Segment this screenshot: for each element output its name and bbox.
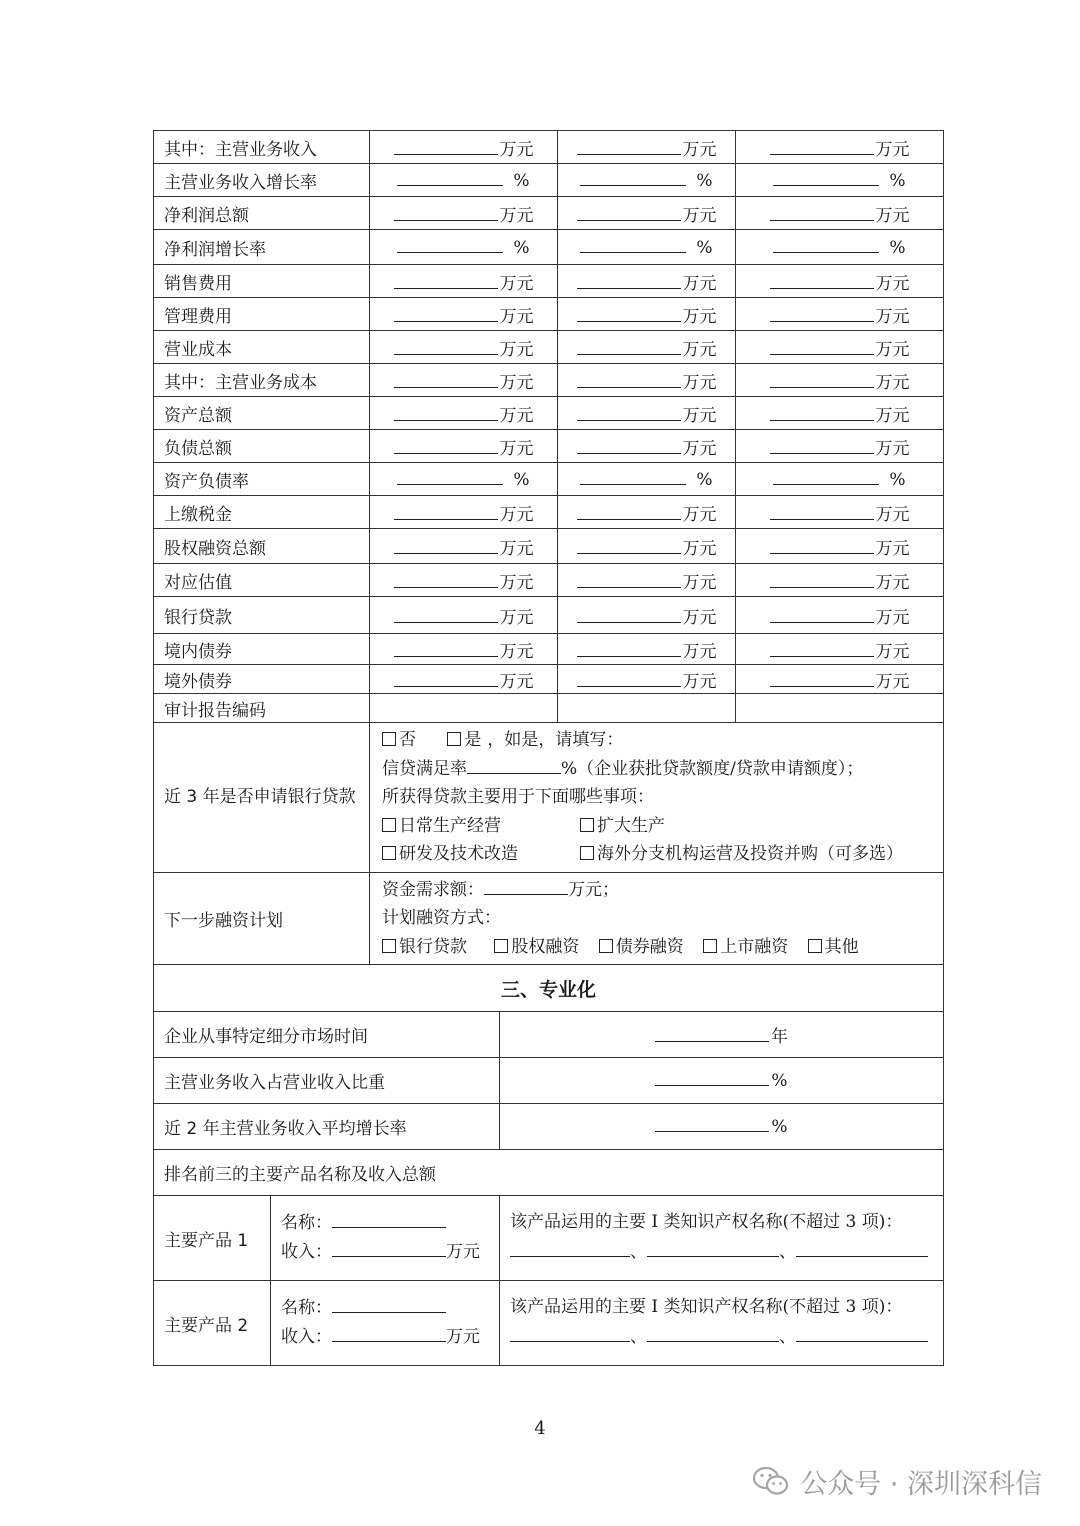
finance-row-label: 审计报告编码 (154, 694, 370, 723)
finance-value-cell (370, 397, 558, 430)
fill-line[interactable] (773, 170, 879, 186)
ip-field[interactable] (510, 1241, 630, 1257)
finance-value-cell (558, 230, 736, 265)
fill-line[interactable] (770, 607, 874, 623)
fill-line[interactable] (577, 405, 681, 421)
product-name-field[interactable] (332, 1297, 446, 1313)
finance-value-cell (736, 597, 944, 634)
fill-line[interactable] (577, 372, 681, 388)
finance-value-cell (736, 529, 944, 564)
finance-value-cell (736, 131, 944, 164)
method-label: 计划融资方式： (382, 908, 501, 928)
unit-label: % (513, 170, 530, 191)
spec-field[interactable] (655, 1070, 769, 1086)
unit-label: 万元 (499, 607, 534, 628)
fill-line[interactable] (394, 273, 498, 289)
finance-value-cell (736, 364, 944, 397)
fill-line[interactable] (577, 205, 681, 221)
finance-value-cell (736, 496, 944, 529)
fill-line[interactable] (577, 438, 681, 454)
usage-prompt: 所获得贷款主要用于下面哪些事项： (382, 787, 654, 807)
finance-value-cell (558, 197, 736, 230)
unit-label: 万元 (875, 372, 910, 393)
finance-value-cell (736, 430, 944, 463)
finance-value-cell (370, 230, 558, 265)
checkbox-icon[interactable] (703, 939, 717, 953)
wechat-icon (752, 1466, 790, 1498)
unit-label: 万元 (875, 306, 910, 327)
finance-row (154, 564, 944, 597)
fill-line[interactable] (397, 170, 503, 186)
unit-label: 万元 (682, 538, 717, 559)
finance-row-label: 营业成本 (154, 331, 370, 364)
finance-row (154, 397, 944, 430)
finance-row (154, 597, 944, 634)
unit-label: 万元 (682, 671, 717, 692)
unit-label: 万元 (682, 641, 717, 662)
checkbox-icon[interactable] (808, 939, 822, 953)
unit-label: 万元 (682, 607, 717, 628)
finance-value-cell (370, 634, 558, 665)
unit-label: 万元 (682, 372, 717, 393)
use-option-2[interactable]: 研发及技术改造 (382, 840, 580, 869)
finance-value-cell (370, 298, 558, 331)
method-option-4[interactable]: 其他 (808, 933, 859, 962)
fill-line[interactable] (394, 306, 498, 322)
finance-row (154, 430, 944, 463)
finance-value-cell (370, 463, 558, 496)
unit-label: 万元 (875, 205, 910, 226)
unit-label: 万元 (875, 641, 910, 662)
checkbox-icon[interactable] (599, 939, 613, 953)
section-title: 三、专业化 (154, 965, 944, 1012)
unit-label: 万元 (682, 572, 717, 593)
fill-line[interactable] (577, 139, 681, 155)
finance-value-cell (558, 331, 736, 364)
finance-row-label: 其中：主营业务收入 (154, 131, 370, 164)
fill-line[interactable] (394, 405, 498, 421)
finance-value-cell (370, 331, 558, 364)
spec-row-label: 近 2 年主营业务收入平均增长率 (154, 1104, 500, 1150)
finance-value-cell (558, 364, 736, 397)
fill-line[interactable] (770, 339, 874, 355)
watermark (752, 1462, 1042, 1501)
finance-value-cell (558, 397, 736, 430)
fill-line[interactable] (770, 671, 874, 687)
finance-row-label: 主营业务收入增长率 (154, 164, 370, 197)
spec-field[interactable] (655, 1026, 769, 1042)
unit-label: 万元 (875, 438, 910, 459)
method-option-1[interactable]: 股权融资 (494, 933, 579, 962)
method-option-3[interactable]: 上市融资 (703, 933, 788, 962)
checkbox-icon[interactable] (382, 818, 396, 832)
finance-row-label: 资产总额 (154, 397, 370, 430)
finance-value-cell (736, 665, 944, 694)
checkbox-icon[interactable] (494, 939, 508, 953)
finance-row-label: 境内债券 (154, 634, 370, 665)
checkbox-icon[interactable] (580, 846, 594, 860)
fill-line[interactable] (577, 671, 681, 687)
fill-line[interactable] (770, 405, 874, 421)
unit-label: 万元 (875, 671, 910, 692)
unit-label: 万元 (499, 339, 534, 360)
finance-row (154, 265, 944, 298)
fill-line[interactable] (577, 504, 681, 520)
checkbox-icon[interactable] (447, 732, 461, 746)
finance-row (154, 298, 944, 331)
finance-row-label: 净利润总额 (154, 197, 370, 230)
fill-line[interactable] (770, 306, 874, 322)
fill-line[interactable] (394, 671, 498, 687)
plan-details: 资金需求额： 万元； 计划融资方式： 银行贷款 股权融资 债券融资 上市融资 其他 (370, 872, 944, 965)
unit-label: % (889, 469, 906, 490)
fill-line[interactable] (770, 641, 874, 657)
unit-label: 万元 (499, 139, 534, 160)
finance-row (154, 164, 944, 197)
unit-label: 万元 (875, 607, 910, 628)
fill-line[interactable] (394, 641, 498, 657)
unit-label: 万元 (499, 671, 534, 692)
finance-row-label: 资产负债率 (154, 463, 370, 496)
finance-value-cell (370, 597, 558, 634)
loan-label: 近 3 年是否申请银行贷款 (154, 723, 370, 873)
finance-row (154, 529, 944, 564)
finance-row (154, 694, 944, 723)
product-ip: 该产品运用的主要 I 类知识产权名称(不超过 3 项)： 、 、 (500, 1196, 944, 1281)
unit-label: 万元 (499, 438, 534, 459)
fill-line[interactable] (773, 469, 879, 485)
product-info: 名称： 收入： 万元 (271, 1281, 500, 1366)
unit-label: 万元 (682, 504, 717, 525)
finance-value-cell (558, 665, 736, 694)
unit-label: 万元 (499, 205, 534, 226)
unit-label: 万元 (875, 273, 910, 294)
ip-field[interactable] (647, 1326, 779, 1342)
finance-value-cell (370, 164, 558, 197)
fill-line[interactable] (394, 372, 498, 388)
unit-label: % (696, 237, 713, 258)
spec-row-value: % (500, 1058, 944, 1104)
finance-table (153, 130, 944, 723)
finance-row (154, 634, 944, 665)
fill-line[interactable] (580, 469, 686, 485)
finance-value-cell (736, 164, 944, 197)
finance-value-cell (736, 634, 944, 665)
loan-yes-option[interactable]: 是 (447, 726, 481, 755)
fill-line[interactable] (773, 237, 879, 253)
loan-plan-table (153, 722, 944, 965)
unit-label: 万元 (499, 405, 534, 426)
demand-field[interactable] (484, 879, 568, 895)
fill-line[interactable] (577, 339, 681, 355)
spec-row-value: 年 (500, 1012, 944, 1058)
unit-label: % (889, 237, 906, 258)
unit-label: 万元 (682, 339, 717, 360)
product-income-field[interactable] (332, 1241, 446, 1257)
ip-field[interactable] (510, 1326, 630, 1342)
unit-label: % (696, 469, 713, 490)
unit-label: 万元 (875, 405, 910, 426)
finance-value-cell (558, 131, 736, 164)
loan-no-option[interactable]: 否 (382, 726, 416, 755)
unit-label: 万元 (875, 504, 910, 525)
unit-label: 万元 (682, 273, 717, 294)
finance-value-cell (558, 430, 736, 463)
finance-value-cell (736, 694, 944, 723)
spec-row-label: 企业从事特定细分市场时间 (154, 1012, 500, 1058)
unit-label: 万元 (682, 306, 717, 327)
spec-row-value: % (500, 1104, 944, 1150)
fill-line[interactable] (770, 572, 874, 588)
finance-row (154, 496, 944, 529)
unit-label: 万元 (499, 504, 534, 525)
unit-label: % (889, 170, 906, 191)
watermark-text: 公众号 · 深圳深科信 (800, 1469, 1042, 1500)
plan-label: 下一步融资计划 (154, 872, 370, 965)
finance-row (154, 364, 944, 397)
finance-value-cell (736, 564, 944, 597)
fill-line[interactable] (580, 237, 686, 253)
finance-value-cell (558, 298, 736, 331)
unit-label: 万元 (499, 306, 534, 327)
finance-value-cell (558, 265, 736, 298)
ip-field[interactable] (647, 1241, 779, 1257)
finance-value-cell (736, 463, 944, 496)
finance-value-cell (370, 529, 558, 564)
finance-row (154, 331, 944, 364)
product-name-field[interactable] (332, 1212, 446, 1228)
fill-line[interactable] (394, 339, 498, 355)
page-number: 4 (534, 1418, 546, 1439)
product-label: 主要产品 1 (154, 1196, 271, 1281)
unit-label: 万元 (499, 273, 534, 294)
finance-row (154, 665, 944, 694)
finance-row-label: 负债总额 (154, 430, 370, 463)
finance-value-cell (736, 397, 944, 430)
products-header: 排名前三的主要产品名称及收入总额 (154, 1150, 944, 1196)
finance-value-cell (370, 131, 558, 164)
finance-row-label: 其中：主营业务成本 (154, 364, 370, 397)
finance-value-cell (558, 564, 736, 597)
unit-label: 万元 (499, 572, 534, 593)
specialization-table (153, 964, 944, 1366)
credit-rate-field[interactable] (467, 758, 561, 774)
fill-line[interactable] (770, 273, 874, 289)
finance-row (154, 230, 944, 265)
fill-line[interactable] (394, 139, 498, 155)
finance-value-cell (736, 230, 944, 265)
fill-line[interactable] (577, 641, 681, 657)
finance-value-cell (736, 197, 944, 230)
finance-value-cell (370, 694, 558, 723)
ip-field[interactable] (796, 1326, 928, 1342)
product-income-field[interactable] (332, 1326, 446, 1342)
finance-value-cell (558, 694, 736, 723)
fill-line[interactable] (770, 438, 874, 454)
checkbox-icon[interactable] (580, 818, 594, 832)
fill-line[interactable] (577, 572, 681, 588)
finance-row-label: 销售费用 (154, 265, 370, 298)
fill-line[interactable] (770, 139, 874, 155)
finance-row-label: 境外债券 (154, 665, 370, 694)
finance-row-label: 管理费用 (154, 298, 370, 331)
fill-line[interactable] (580, 170, 686, 186)
product-label: 主要产品 2 (154, 1281, 271, 1366)
fill-line[interactable] (394, 538, 498, 554)
finance-row-label: 银行贷款 (154, 597, 370, 634)
finance-value-cell (370, 265, 558, 298)
fill-line[interactable] (577, 306, 681, 322)
fill-line[interactable] (394, 205, 498, 221)
finance-value-cell (558, 496, 736, 529)
checkbox-icon[interactable] (382, 846, 396, 860)
fill-line[interactable] (397, 237, 503, 253)
use-option-1[interactable]: 扩大生产 (580, 812, 665, 841)
unit-label: 万元 (875, 339, 910, 360)
form-sheet (153, 130, 943, 1366)
finance-value-cell (558, 597, 736, 634)
fill-line[interactable] (394, 504, 498, 520)
fill-line[interactable] (577, 538, 681, 554)
unit-label: % (513, 469, 530, 490)
method-option-0[interactable]: 银行贷款 (382, 933, 467, 962)
fill-line[interactable] (770, 504, 874, 520)
product-ip: 该产品运用的主要 I 类知识产权名称(不超过 3 项)： 、 、 (500, 1281, 944, 1366)
unit-label: 万元 (682, 438, 717, 459)
unit-label: % (696, 170, 713, 191)
unit-label: 万元 (875, 139, 910, 160)
finance-row (154, 131, 944, 164)
unit-label: % (513, 237, 530, 258)
fill-line[interactable] (770, 538, 874, 554)
finance-value-cell (370, 197, 558, 230)
ip-field[interactable] (796, 1241, 928, 1257)
checkbox-icon[interactable] (382, 732, 396, 746)
fill-line[interactable] (394, 607, 498, 623)
unit-label: 万元 (682, 405, 717, 426)
finance-value-cell (370, 564, 558, 597)
fill-line[interactable] (394, 438, 498, 454)
finance-row (154, 463, 944, 496)
finance-value-cell (558, 634, 736, 665)
fill-line[interactable] (577, 273, 681, 289)
fill-line[interactable] (770, 205, 874, 221)
finance-value-cell (558, 529, 736, 564)
finance-value-cell (736, 265, 944, 298)
fill-line[interactable] (577, 607, 681, 623)
loan-details: 否 是 ，如是，请填写： 信贷满足率 %（企业获批贷款额度/贷款申请额度）； 所获得贷款主要用于下面哪些事项： 日常生产经营 扩大生产 研发及技术改造 海外分支机构运营及投资并购（可多选） (370, 723, 944, 873)
finance-row-label: 净利润增长率 (154, 230, 370, 265)
checkbox-icon[interactable] (382, 939, 396, 953)
unit-label: 万元 (499, 538, 534, 559)
product-info: 名称： 收入： 万元 (271, 1196, 500, 1281)
method-option-2[interactable]: 债券融资 (599, 933, 684, 962)
finance-value-cell (558, 164, 736, 197)
unit-label: 万元 (499, 372, 534, 393)
spec-row-label: 主营业务收入占营业收入比重 (154, 1058, 500, 1104)
spec-field[interactable] (655, 1116, 769, 1132)
use-option-3[interactable]: 海外分支机构运营及投资并购（可多选） (580, 840, 903, 869)
finance-value-cell (370, 496, 558, 529)
unit-label: 万元 (682, 139, 717, 160)
unit-label: 万元 (499, 641, 534, 662)
finance-value-cell (736, 331, 944, 364)
finance-value-cell (370, 665, 558, 694)
finance-value-cell (736, 298, 944, 331)
fill-line[interactable] (397, 469, 503, 485)
unit-label: 万元 (875, 572, 910, 593)
finance-row-label: 上缴税金 (154, 496, 370, 529)
finance-row-label: 对应估值 (154, 564, 370, 597)
fill-line[interactable] (394, 572, 498, 588)
unit-label: 万元 (875, 538, 910, 559)
finance-value-cell (558, 463, 736, 496)
finance-value-cell (370, 364, 558, 397)
finance-row (154, 197, 944, 230)
unit-label: 万元 (682, 205, 717, 226)
finance-row-label: 股权融资总额 (154, 529, 370, 564)
finance-value-cell (370, 430, 558, 463)
use-option-0[interactable]: 日常生产经营 (382, 812, 580, 841)
fill-line[interactable] (770, 372, 874, 388)
